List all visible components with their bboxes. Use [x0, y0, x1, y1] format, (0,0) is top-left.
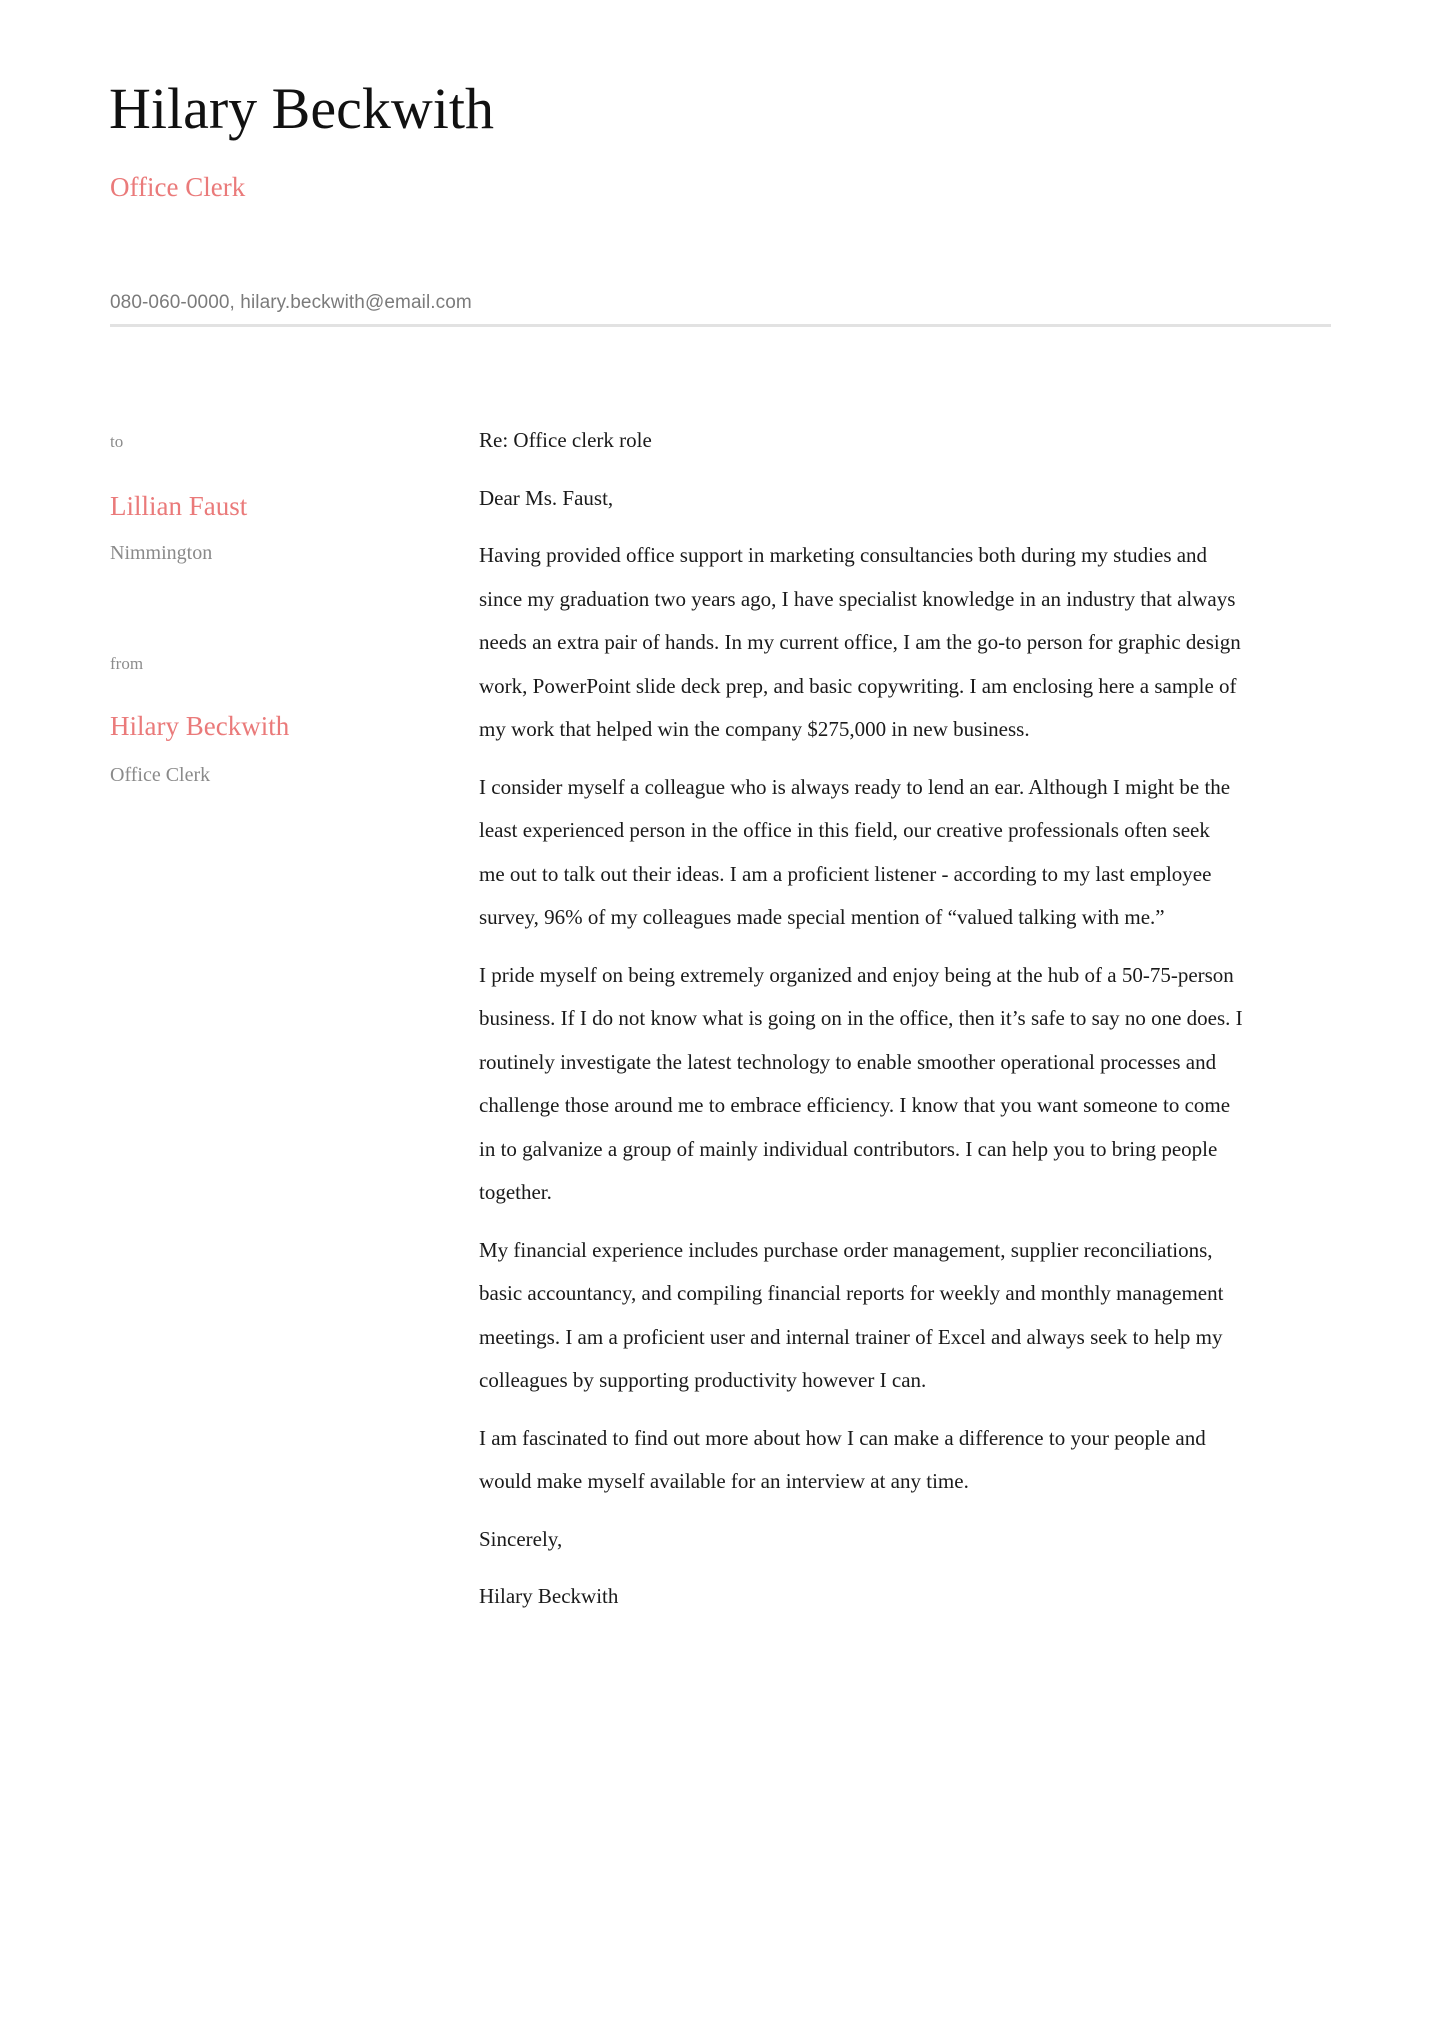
letter-paragraph — [479, 1229, 1339, 1403]
sender-name: Hilary Beckwith — [110, 711, 290, 741]
paragraph-line: business. If I do not know what is going on in the office, then it’s safe to say no one does. I — [479, 1006, 1243, 1030]
paragraph-line: me out to talk out their ideas. I am a proficient listener - according to my last employee — [479, 861, 1212, 886]
paragraph-line: least experienced person in the office in this field, our creative professionals often seek — [479, 818, 1210, 842]
paragraph-line: I am fascinated to find out more about how I can make a difference to your people and — [479, 1425, 1206, 1450]
paragraph-line: my work that helped win the company $275,000 in new business. — [479, 717, 1030, 741]
applicant-name: Hilary Beckwith — [109, 76, 494, 141]
letter-closing: Sincerely, — [479, 1526, 563, 1551]
applicant-job-title: Office Clerk — [110, 172, 246, 202]
paragraph-line: needs an extra pair of hands. In my current office, I am the go-to person for graphic design — [479, 630, 1241, 654]
paragraph-line: since my graduation two years ago, I have specialist knowledge in an industry that always — [479, 586, 1236, 611]
paragraph-line: colleagues by supporting productivity however I can. — [479, 1368, 927, 1392]
paragraph-line: routinely investigate the latest technology to enable smoother operational processes and — [479, 1049, 1217, 1074]
letter-signature: Hilary Beckwith — [479, 1584, 619, 1608]
contact-info: 080-060-0000, hilary.beckwith@email.com — [110, 292, 472, 313]
paragraph-line: would make myself available for an interview at any time. — [479, 1469, 969, 1493]
header-divider — [110, 324, 1331, 327]
paragraph-line: challenge those around me to embrace efficiency. I know that you want someone to come — [479, 1093, 1231, 1117]
letter-paragraph — [479, 954, 1339, 1215]
letter-subject: Re: Office clerk role — [479, 428, 652, 452]
letter-body — [479, 419, 1339, 1633]
paragraph-line: meetings. I am a proficient user and internal trainer of Excel and always seek to help my — [479, 1324, 1223, 1349]
letter-paragraph — [479, 1417, 1339, 1504]
paragraph-line: work, PowerPoint slide deck prep, and basic copywriting. I am enclosing here a sample of — [479, 673, 1237, 698]
recipient-location: Nimmington — [110, 542, 213, 564]
paragraph-line: survey, 96% of my colleagues made special mention of “valued talking with me.” — [479, 905, 1165, 929]
letter-paragraph — [479, 534, 1339, 752]
paragraph-line: in to galvanize a group of mainly individual contributors. I can help you to bring people — [479, 1136, 1218, 1161]
sender-job-title: Office Clerk — [110, 764, 211, 786]
sender-label: from — [110, 654, 144, 673]
paragraph-line: My financial experience includes purchase order management, supplier reconciliations, — [479, 1237, 1213, 1262]
paragraph-line: basic accountancy, and compiling financial reports for weekly and monthly management — [479, 1281, 1224, 1305]
recipient-label: to — [110, 432, 124, 451]
recipient-name: Lillian Faust — [110, 491, 248, 521]
letter-salutation: Dear Ms. Faust, — [479, 485, 614, 510]
letter-paragraph — [479, 766, 1339, 940]
paragraph-line: Having provided office support in marketing consultancies both during my studies and — [479, 543, 1208, 567]
paragraph-line: I consider myself a colleague who is always ready to lend an ear. Although I might be the — [479, 774, 1231, 799]
paragraph-line: I pride myself on being extremely organized and enjoy being at the hub of a 50-75-person — [479, 962, 1234, 987]
paragraph-line: together. — [479, 1180, 552, 1204]
